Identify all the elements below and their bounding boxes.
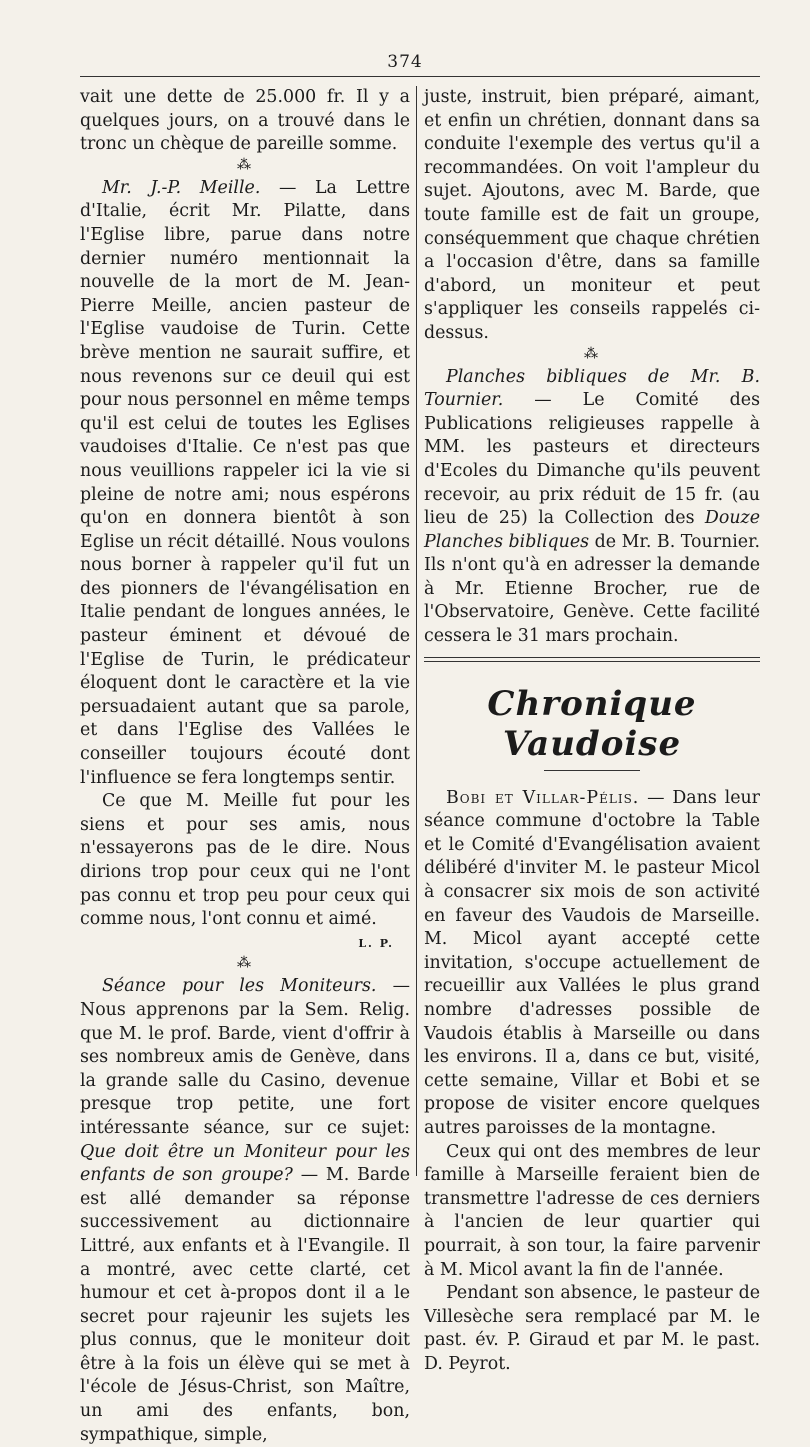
heading-planches: Planches bibliques de Mr. B. Tournier.: [424, 366, 760, 411]
column-divider: [416, 86, 417, 1176]
text-moniteurs-tail: — M. Barde est allé demander sa réponse successivement au dictionnaire Littré, aux enfants et à l'Evangile. Il a montré, avec cette clarté, cet humour et cet à-propos dont il a le secret pour rajeunir les sujets les plus connus, que le moniteur doit être à la fois un élève qui se met à l'école de Jésus-Christ, son Maître, un ami des enfants, bon, sympathique, simple,: [80, 1165, 410, 1445]
question-moniteur: Que doit être un Moniteur pour les enfants de son groupe?: [80, 1141, 410, 1186]
paragraph-moniteurs-cont: juste, instruit, bien préparé, aimant, et enfin un chrétien, donnant dans sa conduite l'exemple des vertus qu'il a recommandées. On voit l'ampleur du sujet. Ajoutons, avec M. Barde, que toute famille est de fait un groupe, conséquemment que chaque chrétien a l'occasion d'être, dans sa famille d'abord, un moniteur et peut s'appliquer les conseils rappelés ci-dessus.: [424, 87, 760, 343]
text-moniteurs: — Nous apprenons par la Sem. Relig. que M. le prof. Barde, vient d'offrir à ses nombreux amis de Genève, dans la grande salle du Casino, devenue presque trop petite, une fort intéressante séance, sur ce sujet:: [80, 976, 410, 1138]
right-column: [424, 86, 760, 1377]
planches-title: Douze Planches bibliques: [424, 508, 760, 552]
text-bobi: — Dans leur séance commune d'octobre la Table et le Comité d'Evangélisation avaient délibéré d'inviter M. le pasteur Micol à consacrer six mois de son activité en faveur des Vaudois de Marseille. M. Micol ayant accepté cette invitation, s'occupe actuellement de recueillir aux Vallées le plus grand nombre d'adresses possible de Vaudois établis à Marseille ou dans les environs. Il a, dans ce but, visité, cette semaine, Villar et Bobi et se propose de visiter encore quelques autres paroisses de la montagne.: [424, 787, 760, 1138]
text-planches-tail: de Mr. B. Tournier. Ils n'ont qu'à en adresser la demande à Mr. Etienne Brocher, rue de l'Observatoire, Genève. Cette facilité cessera le 31 mars prochain.: [424, 531, 760, 647]
paragraph-bobi: [424, 787, 760, 1141]
text-meille: — La Lettre d'Italie, écrit Mr. Pilatte, dans l'Eglise libre, parue dans notre dernier numéro mentionnait la nouvelle de la mort de M. Jean-Pierre Meille, ancien pasteur de l'Eglise vaudoise de Turin. Cette brève mention ne saurait suffire, et nous revenons sur ce deuil qui est pour nous personnel en même temps qu'il est celui de toutes les Eglises vaudoises d'Italie. Ce n'est pas que nous veuillions rappeler ici la vie si pleine de notre ami; nous espérons qu'on en donnera bientôt à son Eglise un récit détaillé. Nous voulons nous borner à rappeler qu'il fut un des pionners de l'évangélisation en Italie pendant de longues années, le pasteur éminent et dévoué de l'Eglise de Turin, le prédicateur éloquent dont le caractère et la vie persuadaient autant que sa parole, et dans l'Eglise des Vallées le conseiller toujours écouté dont l'influence se fera longtemps sentir.: [80, 177, 410, 788]
section-separator: ⁂: [237, 156, 253, 173]
paragraph-planches: [424, 366, 760, 649]
heading-meille: Mr. J.-P. Meille.: [102, 177, 261, 198]
chronique-underline: [544, 770, 640, 771]
chronique-heading: Chronique Vaudoise: [487, 683, 697, 764]
chronique-rule: [424, 657, 760, 658]
header-rule: [80, 76, 760, 77]
section-separator: ⁂: [584, 345, 600, 362]
heading-moniteurs: Séance pour les Moniteurs.: [102, 976, 377, 997]
paragraph-dette: vait une dette de 25.000 fr. Il y a quelques jours, on a trouvé dans le tronc un chèque de pareille somme.: [80, 87, 410, 155]
text-planches: — Le Comité des Publications religieuses rappelle à MM. les pasteurs et directeurs d'Ecoles du Dimanche qu'ils peuvent recevoir, au prix réduit de 15 fr. (au lieu de 25) la Collection des: [424, 390, 760, 529]
paragraph-meille-amis: [80, 790, 410, 950]
paragraph-moniteurs: [80, 975, 410, 1447]
left-column: [80, 86, 410, 1447]
text-meille-amis: Ce que M. Meille fut pour les siens et pour ses amis, nous n'essayerons pas de le dire. Nous dirions trop pour ceux qui ne l'ont pas connu et trop peu pour ceux qui comme nous, l'ont connu et aimé.: [80, 791, 410, 930]
paragraph-meille: [80, 177, 410, 790]
page-number: 374: [387, 52, 423, 72]
place-bobi: Bobi et Villar-Pélis.: [446, 787, 640, 808]
paragraph-absence: Pendant son absence, le pasteur de Villesèche sera remplacé par M. le past. év. P. Giraud et par M. le past. D. Peyrot.: [424, 1283, 760, 1374]
section-separator: ⁂: [237, 955, 253, 972]
chronique-rule: [424, 661, 760, 662]
paragraph-familles: Ceux qui ont des membres de leur famille à Marseille feraient bien de transmettre l'adresse de ces derniers à l'ancien de leur quartier qui pourrait, à son tour, la faire parvenir à M. Micol avant la fin de l'année.: [424, 1141, 760, 1280]
signature: L. P.: [358, 936, 394, 950]
